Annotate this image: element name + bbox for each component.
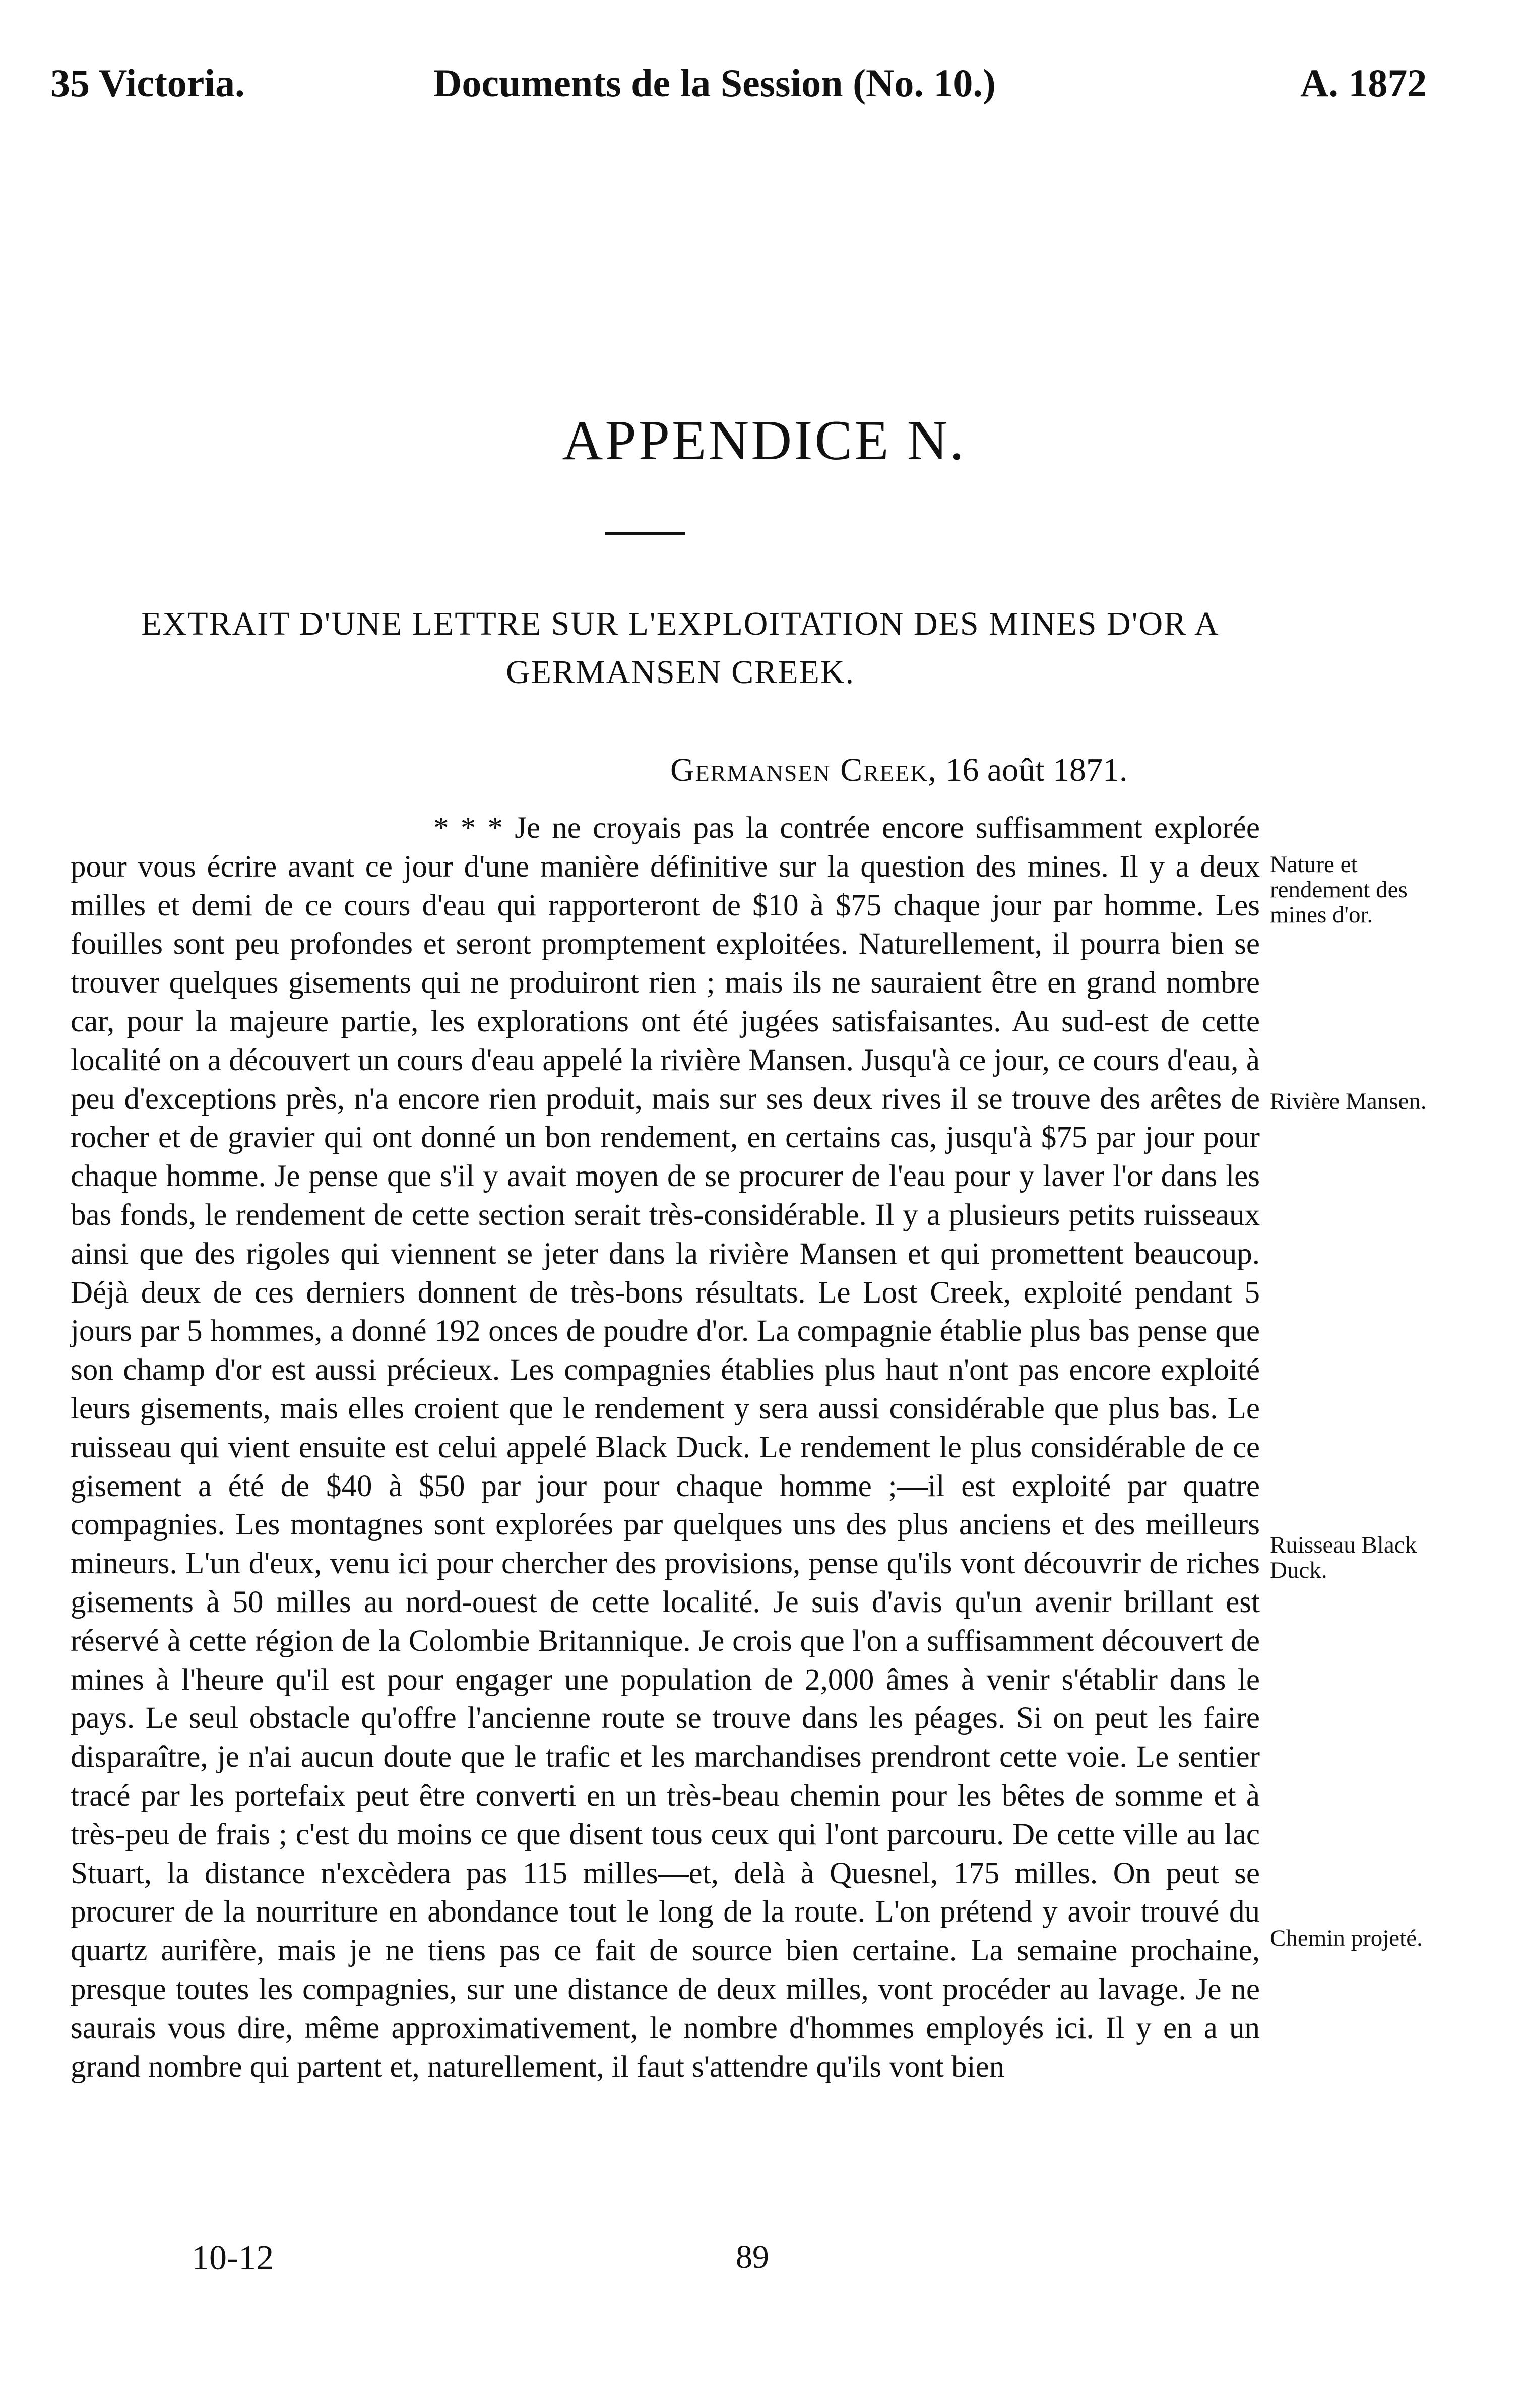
page-number: 89 bbox=[736, 2239, 769, 2275]
title-divider bbox=[605, 532, 685, 535]
margin-note-chemin-projete: Chemin projeté. bbox=[1270, 1925, 1423, 1951]
section-title: EXTRAIT D'UNE LETTRE SUR L'EXPLOITATION DES MINES D'OR A GERMANSEN CREEK. bbox=[141, 605, 1220, 691]
margin-note-nature-rendement: Nature et rendement des mines d'or. bbox=[1270, 851, 1408, 928]
header-document-title: Documents de la Session (No. 10.) bbox=[433, 61, 996, 105]
footer-signature-mark: 10-12 bbox=[192, 2239, 274, 2277]
letter-body: * * * Je ne croyais pas la contrée encore suffisamment explorée pour vous écrire avant ce jour d'une manière définitive sur la question des mines. Il y a deux milles et demi de ce cours d'eau qui rapporteront de $10 à $75 chaque jour par homme. Les fouilles sont peu profondes et seront promptement exploitées. Naturellement, il pourra bien se trouver quelques gisements qui ne produiront rien ; mais ils ne sauraient être en grand nombre car, pour la majeure partie, les explorations ont été jugées satisfaisantes. Au sud-est de cette localité on a découvert un cours d'eau appelé la rivière Mansen. Jusqu'à ce jour, ce cours d'eau, à peu d'exceptions près, n'a encore rien produit, mais sur ses deux rives il se trouve des arêtes de rocher et de gravier qui ont donné un bon rendement, en certains cas, jusqu'à $75 par jour pour chaque homme. Je pense que s'il y avait moyen de se procurer de l'eau pour y laver l'or dans les bas fonds, le rendement de cette section serait très-considérable. Il y a plusieurs petits ruisseaux ainsi que des rigoles qui viennent se jeter dans la rivière Mansen et qui promettent beaucoup. Déjà deux de ces derniers donnent de très-bons résultats. Le Lost Creek, exploité pendant 5 jours par 5 hommes, a donné 192 onces de poudre d'or. La compagnie établie plus bas pense que son champ d'or est aussi précieux. Les compagnies établies plus haut n'ont pas encore exploité leurs gisements, mais elles croient que le rendement y sera aussi considérable que plus bas. Le ruisseau qui vient ensuite est celui appelé Black Duck. Le rendement le plus considérable de ce gisement a été de $40 à $50 par jour pour chaque homme ;—il est exploité par quatre compagnies. Les montagnes sont explorées par quelques uns des plus anciens et des meilleurs mineurs. L'un d'eux, venu ici pour chercher des provisions, pense qu'ils vont découvrir de riches gisements à 50 milles au nord-ouest de cette localité. Je suis d'avis qu'un avenir brillant est réservé à cette région de la Colombie Britannique. Je crois que l'on a suffisamment découvert de mines à l'heure qu'il est pour engager une population de 2,000 âmes à venir s'établir dans le pays. Le seul obstacle qu'offre l'ancienne route se trouve dans les péages. Si on peut les faire disparaître, je n'ai aucun doute que le trafic et les marchandises prendront cette voie. Le sentier tracé par les portefaix peut être converti en un très-beau chemin pour les bêtes de somme et à très-peu de frais ; c'est du moins ce que disent tous ceux qui l'ont parcouru. De cette ville au lac Stuart, la distance n'excèdera pas 115 milles—et, delà à Quesnel, 175 milles. On peut se procurer de la nourriture en abondance tout le long de la route. L'on prétend y avoir trouvé du quartz aurifère, mais je ne tiens pas ce fait de source bien certaine. La semaine prochaine, presque toutes les compagnies, sur une distance de deux milles, vont procéder au lavage. Je ne saurais vous dire, même approximativement, le nombre d'hommes employés ici. Il y en a un grand nombre qui partent et, naturellement, il faut s'attendre qu'ils vont bien bbox=[71, 811, 1260, 2084]
letter-dateline bbox=[670, 751, 1127, 789]
appendix-title: APPENDICE N. bbox=[562, 409, 966, 472]
dateline-date: 16 août 1871. bbox=[945, 752, 1128, 788]
margin-note-black-duck: Ruisseau Black Duck. bbox=[1270, 1532, 1417, 1583]
header-session-year: 35 Victoria. bbox=[50, 61, 245, 105]
dateline-place: Germansen Creek, bbox=[670, 752, 937, 788]
running-header bbox=[50, 60, 1461, 116]
header-year: A. 1872 bbox=[1300, 61, 1427, 105]
margin-note-riviere-mansen: Rivière Mansen. bbox=[1270, 1088, 1427, 1115]
